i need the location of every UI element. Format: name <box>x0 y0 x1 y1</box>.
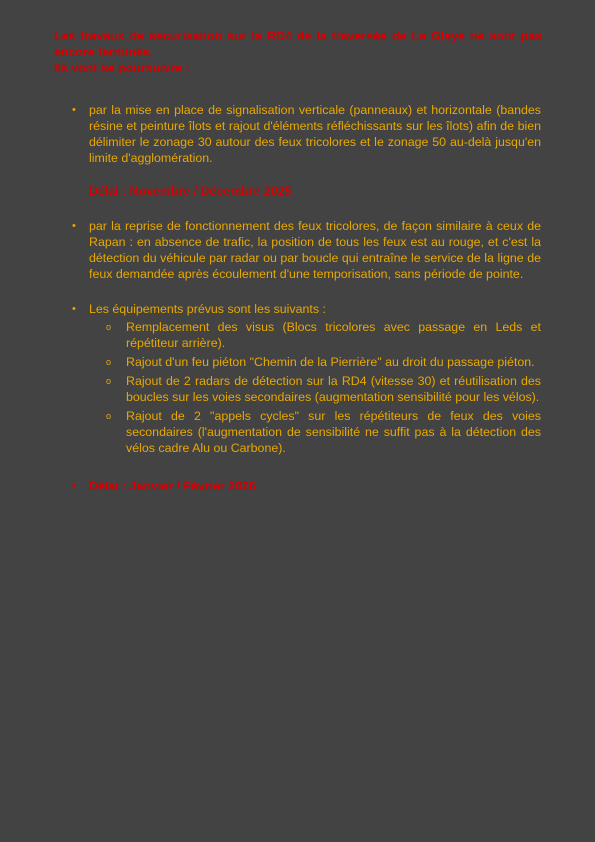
sub-item-radars <box>89 373 541 405</box>
bullet-text: par la reprise de fonctionnement des feux tricolores, de façon similaire à ceux de Rapan : en absence de trafic, la position de tous les feux est au rouge, et c'est la détection du véhicule par radar ou par boucle qui entraîne le service de la ligne de feux demandée après écoulement d'une temporisation, sans période de pointe. <box>89 219 541 281</box>
spacer <box>0 199 595 218</box>
sub-item-text: Rajout d'un feu piéton "Chemin de la Pierrière" au droit du passage piéton. <box>126 355 535 369</box>
sub-item-text: Rajout de 2 radars de détection sur la RD4 (vitesse 30) et réutilisation des boucles sur les voies secondaires (augmentation sensibilité pour les vélos). <box>126 374 541 404</box>
sub-item-appels-cycles <box>89 408 541 456</box>
bullet-icon: • <box>72 104 76 116</box>
bullet-list <box>0 102 595 494</box>
sub-item-feu-pieton <box>89 354 541 370</box>
bullet-delay-final <box>0 478 541 494</box>
intro-heading <box>54 28 542 76</box>
circle-bullet-icon: o <box>106 411 112 421</box>
delay-text: Délai : Janvier / Février 2026 <box>89 479 256 493</box>
bullet-icon: • <box>72 303 76 315</box>
sub-item-text: Rajout de 2 "appels cycles" sur les répétiteurs de feux des voies secondaires (l'augmentation de sensibilité ne suffit pas à la détection des vélos cadre Alu ou Carbone). <box>126 409 541 455</box>
bullet-signalisation <box>0 102 541 199</box>
intro-line-1: Les travaux de sécurisation sur la RD4 de la traversée de La Glaye ne sont pas encore terminés. <box>54 29 542 59</box>
bullet-icon: • <box>72 480 76 492</box>
spacer <box>0 282 595 301</box>
equipment-sublist <box>89 319 541 456</box>
bullet-text: par la mise en place de signalisation verticale (panneaux) et horizontale (bandes résine et peinture îlots et rajout d'éléments réfléchissants sur les îlots) afin de bien délimiter le zonage 30 autour des feux tricolores et le zonage 50 au-delà jusqu'en limite d'agglomération. <box>89 103 541 165</box>
bullet-equipements <box>0 301 541 456</box>
bullet-feux-tricolores <box>0 218 541 282</box>
bullet-icon: • <box>72 220 76 232</box>
delay-text: Délai : Novembre / Décembre 2025 <box>89 184 292 198</box>
spacer <box>89 166 541 183</box>
spacer <box>0 459 595 478</box>
intro-line-2: Ils vont se poursuivre : <box>54 61 190 75</box>
circle-bullet-icon: o <box>106 376 112 386</box>
sub-item-visus <box>89 319 541 351</box>
sub-item-text: Remplacement des visus (Blocs tricolores avec passage en Leds et répétiteur arrière). <box>126 320 541 350</box>
circle-bullet-icon: o <box>106 322 112 332</box>
circle-bullet-icon: o <box>106 357 112 367</box>
bullet-text: Les équipements prévus sont les suivants : <box>89 302 326 316</box>
